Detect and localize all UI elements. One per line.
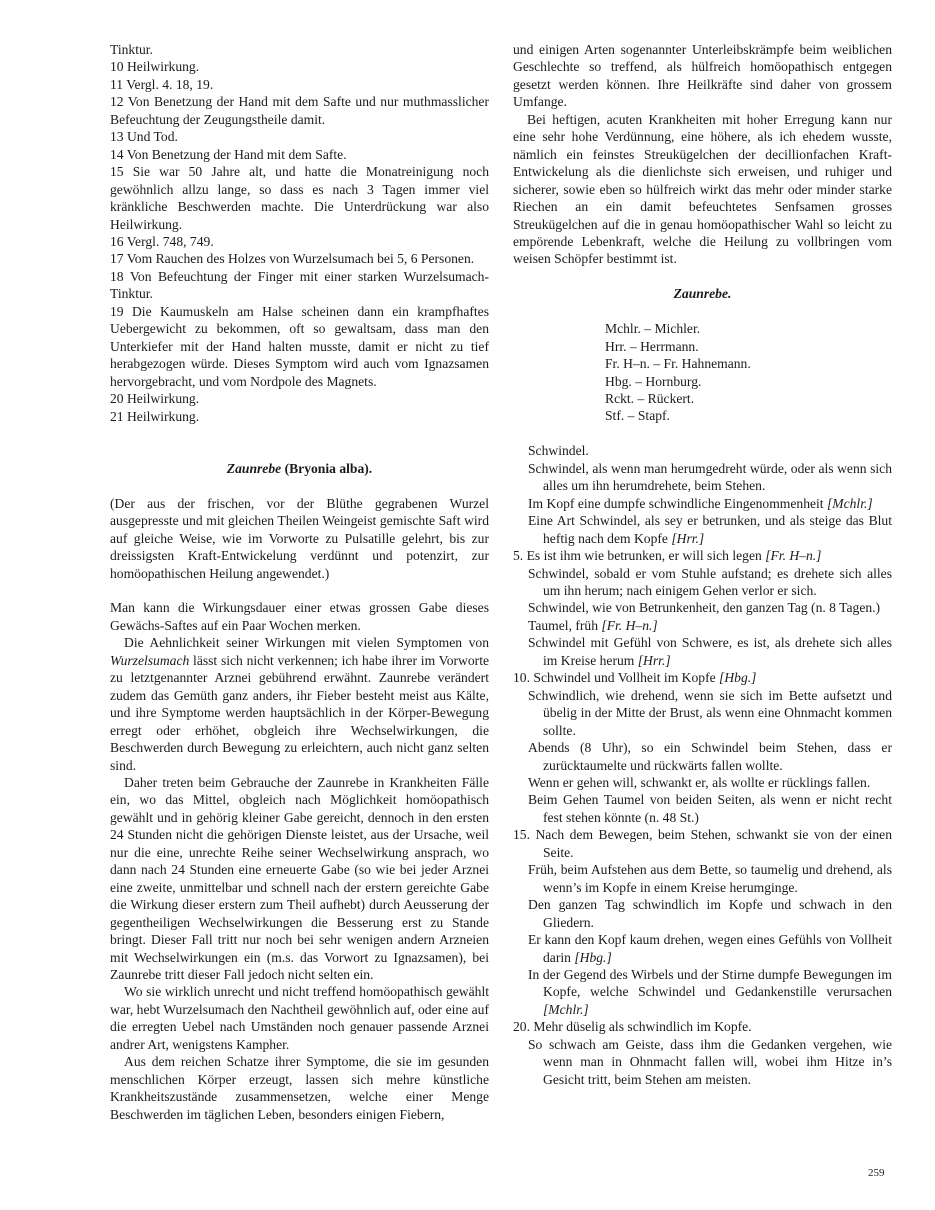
symptom-source: [Mchlr.] (543, 1001, 589, 1017)
symptom-text: Schwindel, als wenn man herumgedreht würde, oder als wenn sich alles um ihn herumdrehete, beim Stehen. (528, 460, 892, 494)
symptom-entry (528, 599, 892, 616)
abbreviation: Hrr. – Herrmann. (605, 338, 699, 354)
page-number: 259 (868, 1167, 885, 1179)
symptom-text: Nach dem Bewegen, beim Stehen, schwankt sie von der einen Seite. (535, 827, 892, 860)
symptom-source: [Hbg.] (574, 949, 612, 965)
footnote-list (110, 41, 489, 425)
symptom-text: Schwindel, sobald er vom Stuhle aufstand; es drehete sich alles um ihn herum; nach einigem Gehen verlor er sich. (528, 565, 892, 598)
footnote: 17 Vom Rauchen des Holzes von Wurzelsumach bei 5, 6 Personen. (110, 251, 475, 267)
symptom-text: Abends (8 Uhr), so ein Schwindel beim Stehen, dass er zurücktaumelte und rückwärts fallen wollte. (528, 740, 892, 773)
symptom-text: Mehr düselig als schwindlich im Kopfe. (533, 1019, 752, 1035)
footnote: 19 Die Kaumuskeln am Halse scheinen dann ein krampfhaftes Uebergewicht zu bekommen, oft so gewaltsam, dass man den Unterkiefer mit der Hand halten musste, damit er nicht zu tief herabgezogen würde. Dieses Symptom wird auch vom Ignazsamen hervorgebracht, und vom Nordpole des Magnets. (110, 303, 489, 389)
symptom-text: Schwindel, wie von Betrunkenheit, den ganzen Tag (n. 8 Tagen.) (528, 600, 881, 616)
symptom-text: Schwindlich, wie drehend, wenn sie sich im Bette aufsetzt und übelig in der Mitte der Brust, als wenn eine Ohnmacht kommen sollte. (528, 687, 892, 738)
symptom-text: Taumel, früh (528, 617, 602, 633)
symptom-list (513, 442, 892, 1088)
symptom-source: [Fr. H–n.] (601, 617, 658, 633)
symptom-text: So schwach am Geiste, dass ihm die Gedanken vergehen, wie wenn man in Ohnmacht fallen will, wobei ihm Hitze in’s Gesicht tritt, beim Stehen am meisten. (528, 1036, 892, 1087)
footnote: 13 Und Tod. (110, 129, 178, 145)
footnote: 18 Von Befeuchtung der Finger mit einer starken Wurzelsumach-Tinktur. (110, 268, 489, 302)
symptom-source: [Hbg.] (719, 670, 757, 686)
heading-latin: (Bryonia alba). (281, 460, 373, 476)
symptom-text: Er kann den Kopf kaum drehen, wegen eines Gefühls von Vollheit darin (528, 932, 892, 965)
paragraph: Bei heftigen, acuten Krankheiten mit hoher Erregung kann nur eine sehr hohe Verdünnung, eine höhere, als ich ehedem wusste, nämlich ein feinstes Streukügelchen der decillionfachen Kraft-Entwickelung als die dienlichste sich erweisen, und ruhiger und sicherer, sowie eben so hülfreich wirkt das mehr oder minder starke Riechen an ein damit befeuchtetes Senfsamen grosses Streukügelchen auf die in genau homöopathischer Wahl so leicht zu empörende Lebenkraft, welche die Heilung zu vollbringen vom weisen Schöpfer bestimmt ist. (513, 111, 892, 267)
symptom-source: [Hrr.] (671, 530, 705, 546)
footnote: Tinktur. (110, 42, 153, 57)
symptom-entry (528, 739, 892, 774)
heading-name: Zaunrebe (226, 460, 282, 476)
right-column (513, 41, 892, 1088)
left-column (110, 41, 489, 1123)
symptom-entry (528, 1036, 892, 1088)
footnote: 16 Vergl. 748, 749. (110, 233, 214, 249)
symptom-entry (528, 495, 892, 512)
symptom-text: Früh, beim Aufstehen aus dem Bette, so taumelig und drehend, als wenn’s im Kopfe in einem Kreise herumginge. (528, 862, 892, 895)
abbreviation-list (513, 320, 892, 425)
paragraph: Die Aehnlichkeit seiner Wirkungen mit vielen Symptomen von Wurzelsumach lässt sich nicht verkennen; ich habe ihrer im Vorworte zu letztgenannter Arznei gebührend erwähnt. Zaunrebe verändert zudem das Gemüth ganz anders, ihr Fieber besteht meist aus Kälte, und ihre Symptome werden hauptsächlich in der Körper-Bewegung erregt oder erhöhet, obgleich ihre Wechselwirkungen, die Beschwerden durch Bewegung zu erleichtern, auch nicht ganz selten sind. (110, 635, 489, 773)
footnote: 10 Heilwirkung. (110, 59, 200, 75)
symptom-entry (513, 669, 892, 686)
symptom-text: Es ist ihm wie betrunken, er will sich legen (526, 548, 766, 564)
symptom-entry (528, 565, 892, 600)
symptom-entry (528, 442, 892, 459)
symptom-entry (528, 896, 892, 931)
symptom-number: 5. (513, 548, 527, 564)
symptom-text: Beim Gehen Taumel von beiden Seiten, als wenn er nicht recht fest stehen könnte (n. 48 St.) (528, 792, 892, 825)
symptom-entry (528, 687, 892, 739)
symptom-entry (528, 617, 892, 634)
symptom-text: In der Gegend des Wirbels und der Stirne dumpfe Bewegungen im Kopfe, welche Schwindel und Gedankenstille verursachen (528, 966, 892, 1000)
footnote: 11 Vergl. 4. 18, 19. (110, 76, 214, 92)
paragraph: und einigen Arten sogenannter Unterleibskrämpfe beim weiblichen Geschlechte so treffend, als hülfreich homöopathisch entgegen gesetzt werden können. Ihre Heilkräfte sind daher von grossem Umfange. (513, 42, 892, 110)
preparation-note: (Der aus der frischen, vor der Blüthe gegrabenen Wurzel ausgepresste und mit gleichen Theilen Weingeist gemischte Saft wird auf gleiche Weise, wie im Vorworte zu Pulsatille gelehrt, bis zur dreissigsten Kraft-Entwickelung verdünnt und potenzirt, zur homöopathischen Heilung angewendet.) (110, 495, 489, 581)
section-heading (110, 460, 489, 477)
symptom-text: Schwindel und Vollheit im Kopfe (533, 670, 720, 686)
symptom-text: Den ganzen Tag schwindlich im Kopfe und schwach in den Gliedern. (528, 897, 892, 930)
abbreviation: Stf. – Stapf. (605, 408, 670, 424)
footnote: 21 Heilwirkung. (110, 408, 200, 424)
paragraph: Wo sie wirklich unrecht und nicht treffend homöopathisch gewählt war, hebt Wurzelsumach den Nachtheil gewöhnlich auf, oder eine auf die erregten Uebel nach Umständen noch genauer passende Arznei andrer Art, wenigstens Kampher. (110, 984, 489, 1052)
symptom-entry (528, 460, 892, 495)
paragraph: Man kann die Wirkungsdauer einer etwas grossen Gabe dieses Gewächs-Saftes auf ein Paar Wochen merken. (110, 600, 489, 633)
abbreviation: Mchlr. – Michler. (605, 321, 701, 337)
symptom-entry (513, 1018, 892, 1035)
symptom-entry (528, 634, 892, 669)
paragraph: Daher treten beim Gebrauche der Zaunrebe in Krankheiten Fälle ein, wo das Mittel, obgleich nach Möglichkeit homöopathisch gewählt und in gehörig kleiner Gabe gereicht, dennoch in den ersten 24 Stunden nicht die gehörigen Dienste leistet, aus der Ursache, weil nur die eine, unrechte Reihe seiner Wechselwirkung ansprach, wo dann nach 24 Stunden eine erneuerte Gabe (so wie bei jeder Arznei eine zweite, unmittelbar und schnell nach der erstern gereichte Gabe die Wirkung dieser erstern zum Theil aufhebt) durch Aeusserung der gegentheiligen Wechselwirkungen die Besserung erst zu Stande bringt. Dieser Fall tritt nur noch bei sehr wenigen andern Arzneien mit Wechselwirkungen ein (m.s. das Vorwort zu Ignazsamen), bei Zaunrebe tritt dieser Fall jedoch nicht selten ein. (110, 774, 489, 982)
symptom-text: Schwindel mit Gefühl von Schwere, es ist, als drehete sich alles im Kreise herum (528, 635, 892, 668)
symptom-text: Schwindel. (528, 443, 589, 459)
symptom-entry (513, 547, 892, 564)
symptom-source: [Hrr.] (637, 652, 671, 668)
symptom-text: Eine Art Schwindel, als sey er betrunken, und als steige das Blut heftig nach dem Kopfe (528, 513, 892, 546)
symptom-source: [Mchlr.] (826, 495, 873, 511)
symptom-entry (513, 826, 892, 861)
footnote: 12 Von Benetzung der Hand mit dem Safte und nur muthmasslicher Befeuchtung der Zeugungstheile damit. (110, 94, 489, 127)
paragraph: Aus dem reichen Schatze ihrer Symptome, die sie im gesunden menschlichen Körper erzeugt, lassen sich mehre künstliche Krankheitszustände zusammensetzen, welche einer Menge Beschwerden im täglichen Leben, besonders einigen Fiebern, (110, 1054, 489, 1122)
abbreviation: Hbg. – Hornburg. (605, 373, 702, 389)
symptom-entry (528, 791, 892, 826)
symptom-entry (528, 861, 892, 896)
symptom-section-heading: Zaunrebe. (673, 286, 732, 302)
footnote: 15 Sie war 50 Jahre alt, und hatte die Monatreinigung noch gewöhnlich allzu lange, so dass es nach 3 Tagen immer viel kränkliche Beschwerden machte. Die Unterdrückung war also Heilwirkung. (110, 164, 489, 232)
symptom-entry (528, 931, 892, 966)
abbreviation: Rckt. – Rückert. (605, 391, 695, 407)
abbreviation: Fr. H–n. – Fr. Hahnemann. (605, 356, 751, 372)
symptom-entry (528, 966, 892, 1018)
symptom-entry (528, 512, 892, 547)
symptom-source: [Fr. H–n.] (765, 548, 822, 564)
emphasis: Wurzelsumach (110, 652, 190, 668)
symptom-entry (528, 774, 892, 791)
symptom-number: 15. (513, 827, 536, 843)
footnote: 14 Von Benetzung der Hand mit dem Safte. (110, 146, 347, 162)
symptom-number: 20. (513, 1019, 534, 1035)
symptom-text: Wenn er gehen will, schwankt er, als wollte er rücklings fallen. (528, 774, 871, 790)
symptom-text: Im Kopf eine dumpfe schwindliche Eingenommenheit (528, 495, 827, 511)
footnote: 20 Heilwirkung. (110, 391, 200, 407)
symptom-number: 10. (513, 670, 534, 686)
